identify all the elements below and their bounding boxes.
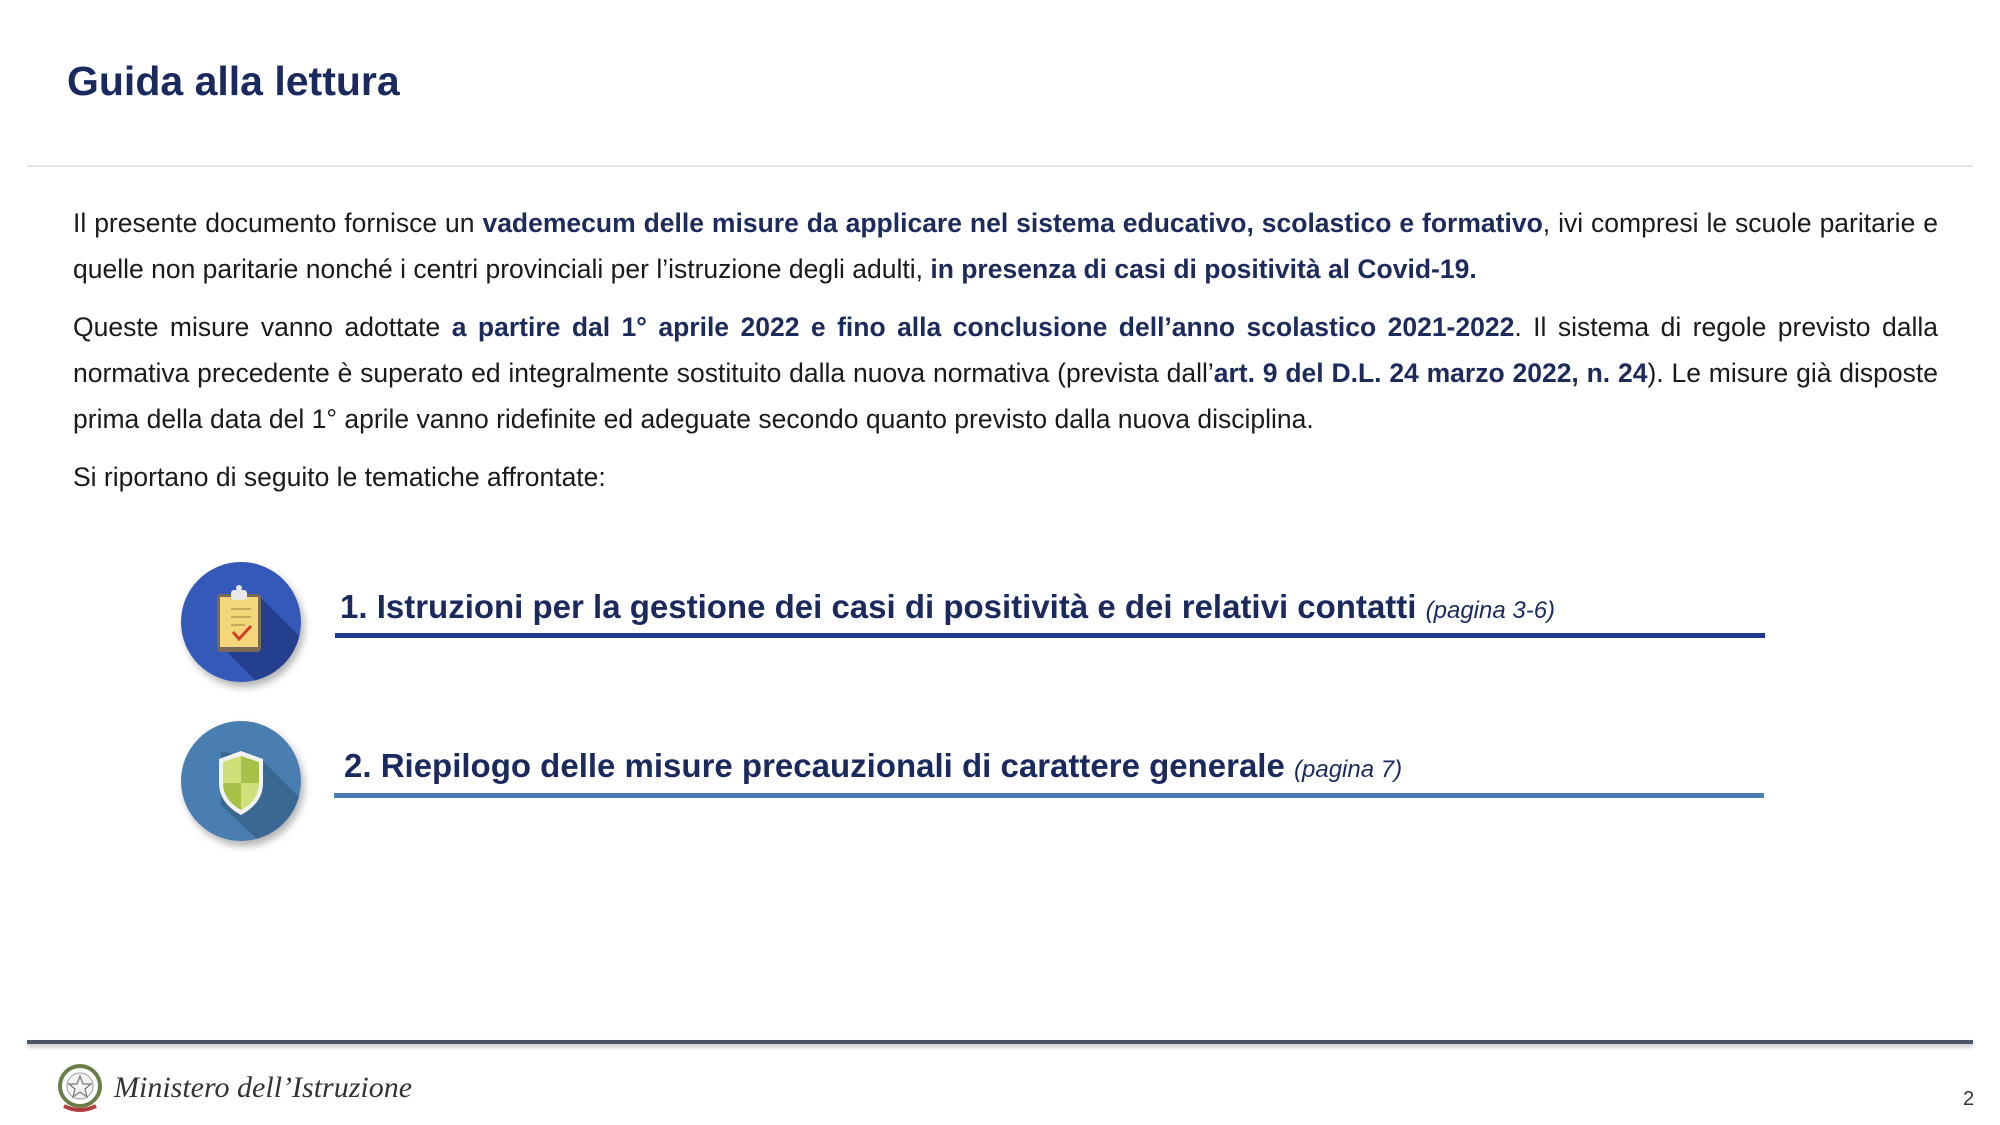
topic-1-label[interactable]: 1. Istruzioni per la gestione dei casi di positività e dei relativi contatti	[340, 588, 1417, 625]
paragraph-2	[73, 304, 1938, 442]
topic-1-pages: (pagina 3-6)	[1425, 597, 1556, 624]
text: . Il sistema di regole previsto dalla normativa precedente è superato ed integralmente sostituito dalla nuova normativa (prevista dall’	[73, 312, 1938, 388]
bold-text: vademecum delle misure da applicare nel sistema educativo, scolastico e formativo	[482, 208, 1543, 238]
ministry-logo	[54, 1060, 412, 1116]
topic-2-label[interactable]: 2. Riepilogo delle misure precauzionali di carattere generale	[344, 747, 1285, 784]
footer-divider	[27, 1040, 1973, 1044]
topic-1-underline	[335, 633, 1765, 638]
shield-icon	[181, 721, 301, 841]
ministry-name: Ministero dell’Istruzione	[114, 1071, 413, 1104]
topic-2[interactable]	[344, 747, 1402, 785]
topic-1[interactable]	[340, 588, 1555, 626]
text: , ivi compresi le scuole paritarie e quelle non paritarie nonché i centri provinciali per l’istruzione degli adulti,	[73, 208, 1938, 284]
topic-2-underline	[334, 793, 1764, 798]
bold-text: in presenza di casi di positività al Covid-19.	[930, 254, 1477, 284]
text: Il presente documento fornisce un	[73, 208, 483, 238]
text: Queste misure vanno adottate	[73, 312, 452, 342]
paragraph-1	[73, 200, 1938, 292]
page-number: 2	[1963, 1088, 1975, 1110]
header-divider	[27, 165, 1973, 167]
clipboard-check-icon	[181, 562, 301, 682]
text: ). Le misure già disposte prima della data del 1° aprile vanno ridefinite ed adeguate secondo quanto previsto dalla nuova disciplina.	[73, 358, 1938, 434]
page-title: Guida alla lettura	[67, 58, 400, 104]
bold-text: a partire dal 1° aprile 2022 e fino alla conclusione dell’anno scolastico 2021-2022	[451, 312, 1515, 342]
topic-2-pages: (pagina 7)	[1294, 756, 1403, 783]
paragraph-3: Si riportano di seguito le tematiche affrontate:	[73, 462, 606, 492]
bold-text: art. 9 del D.L. 24 marzo 2022, n. 24	[1213, 358, 1648, 388]
intro-text	[73, 200, 1938, 512]
emblem-icon	[54, 1060, 106, 1116]
